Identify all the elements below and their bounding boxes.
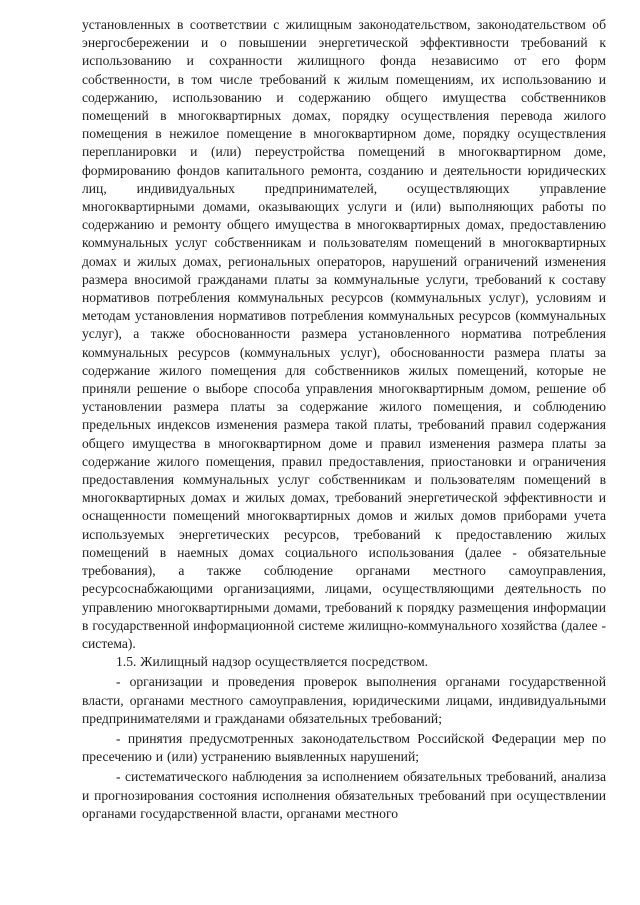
paragraph-main: установленных в соответствии с жилищным законодательством, законодательством об энергосбережении и о повышении энергетической эффективности требований к использованию и сохранности жилищного фонда независимо от его форм собственности, в том числе требований к жилым помещениям, их использованию и содержанию, использованию и содержанию общего имущества собственников помещений в многоквартирных домах, порядку осуществления перевода жилого помещения в нежилое помещение в многоквартирном доме, порядку осуществления перепланировки и (или) переустройства помещений в многоквартирном доме, формированию фондов капитального ремонта, созданию и деятельности юридических лиц, индивидуальных предпринимателей, осуществляющих управление многоквартирными домами, оказывающих услуги и (или) выполняющих работы по содержанию и ремонту общего имущества в многоквартирных домах, предоставлению коммунальных услуг собственникам и пользователям помещений в многоквартирных домах и жилых домах, региональных операторов, нарушений ограничений изменения размера вносимой гражданами платы за коммунальные услуги, требований к составу нормативов потребления коммунальных ресурсов (коммунальных услуг), условиям и методам установления нормативов потребления коммунальных ресурсов (коммунальных услуг), а также обоснованности размера установленного норматива потребления коммунальных ресурсов (коммунальных услуг), обоснованности размера платы за содержание жилого помещения для собственников жилых помещений, которые не приняли решение о выборе способа управления многоквартирным домом, решение об установлении размера платы за содержание жилого помещения, и соблюдению предельных индексов изменения размера такой платы, требований правил содержания общего имущества в многоквартирном доме и правил изменения размера платы за содержание жилого помещения, правил предоставления, приостановки и ограничения предоставления коммунальных услуг собственникам и пользователям помещений в многоквартирных домах и жилых домах, требований энергетической эффективности и оснащенности помещений многоквартирных домов и жилых домов приборами учета используемых энергетических ресурсов, требований к предоставлению жилых помещений в наемных домах социального использования (далее - обязательные требования), а также соблюдение органами местного самоуправления, ресурсоснабжающими организациями, лицами, осуществляющими деятельность по управлению многоквартирными домами, требований к порядку размещения информации в государственной информационной системе жилищно-коммунального хозяйства (далее - система).: [82, 17, 606, 651]
bullet-item-inspections: - организации и проведения проверок выполнения органами государственной власти, органами местного самоуправления, юридическими лицами, индивидуальными предпринимателями и гражданами обязательных требований;: [82, 674, 606, 726]
document-page: [82, 16, 606, 823]
paragraph-1-5: 1.5. Жилищный надзор осуществляется посредством.: [116, 654, 429, 670]
bullet-item-monitoring: - систематического наблюдения за исполнением обязательных требований, анализа и прогнозирования состояния исполнения обязательных требований при осуществлении органами государственной власти, органами местного: [82, 769, 606, 821]
bullet-item-measures: - принятия предусмотренных законодательством Российской Федерации мер по пресечению и (или) устранению выявленных нарушений;: [82, 730, 606, 765]
